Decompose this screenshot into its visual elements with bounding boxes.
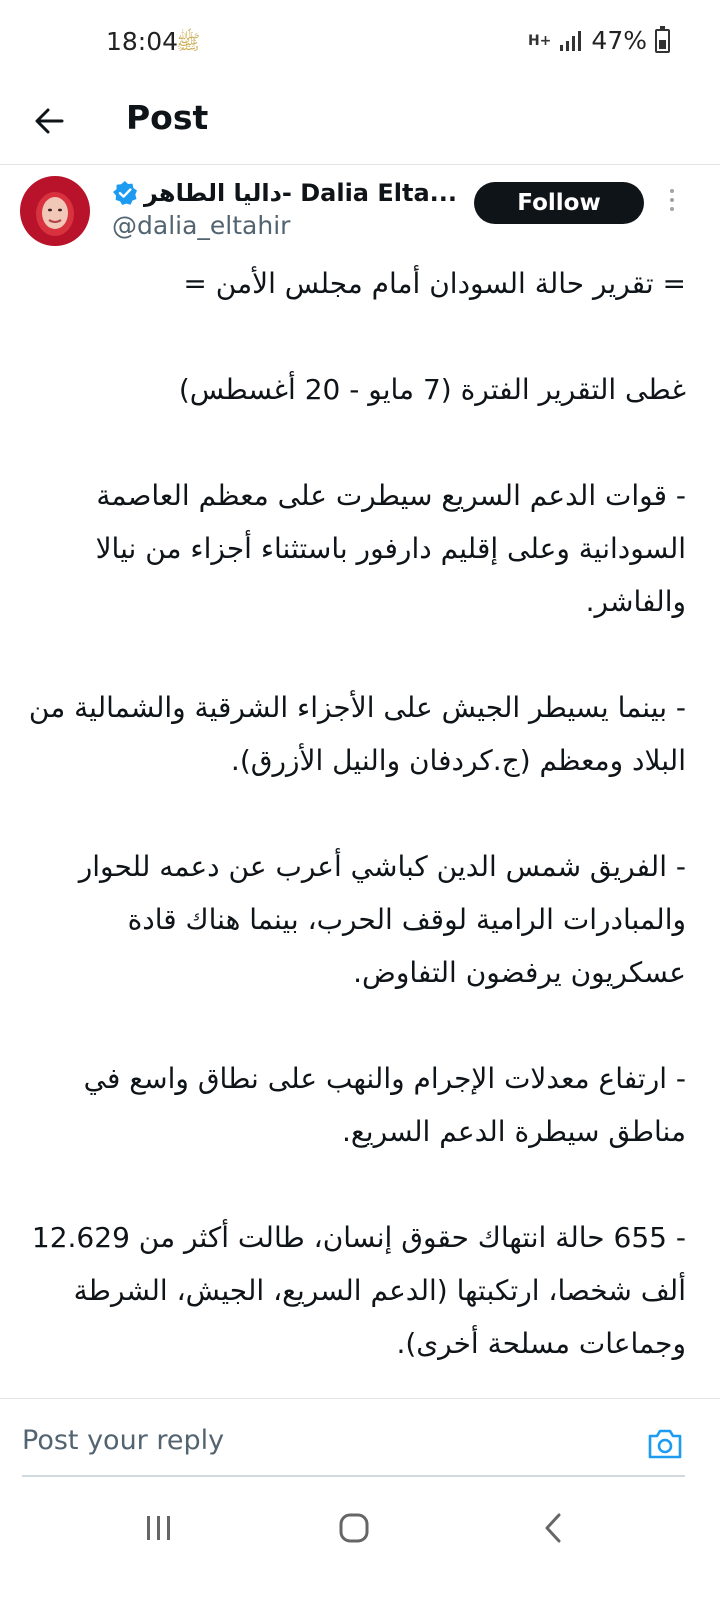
avatar[interactable] <box>20 176 90 246</box>
follow-button[interactable]: Follow <box>474 182 644 224</box>
system-nav-bar <box>0 1486 720 1600</box>
top-app-bar <box>0 88 720 165</box>
arrow-left-icon[interactable] <box>26 96 76 146</box>
post-paragraph: = تقرير حالة السودان أمام مجلس الأمن = <box>183 267 686 300</box>
more-options-icon[interactable] <box>666 189 678 219</box>
post-paragraph: غطى التقرير الفترة (7 مايو - 20 أغسطس) <box>178 373 686 406</box>
post-paragraph: - قوات الدعم السريع سيطرت على معظم العاصمة السودانية وعلى إقليم دارفور باستثناء أجزاء من نيالا والفاشر. <box>95 479 686 618</box>
home-icon[interactable] <box>338 1512 370 1544</box>
author-handle[interactable]: @dalia_eltahir <box>112 211 291 240</box>
post-paragraph: - بينما يسيطر الجيش على الأجزاء الشرقية والشمالية من البلاد ومعظم (ج.كردفان والنيل الأزرق). <box>28 691 686 777</box>
reply-input[interactable]: Post your reply <box>22 1425 225 1456</box>
back-nav-icon[interactable] <box>540 1512 566 1544</box>
post-paragraph: - 655 حالة انتهاك حقوق إنسان، طالت أكثر من 12.629 ألف شخصا، ارتكبتها (الدعم السريع، الجيش، الشرطة وجماعات مسلحة أخرى). <box>31 1221 686 1360</box>
reply-bar <box>0 1398 720 1479</box>
status-bar <box>0 0 720 88</box>
author-row <box>112 174 457 212</box>
page-title: Post <box>126 98 209 137</box>
post-text <box>24 257 686 1423</box>
reply-underline <box>22 1475 685 1477</box>
signal-icon <box>559 30 583 52</box>
recent-apps-icon[interactable] <box>144 1514 174 1542</box>
avatar-image <box>20 176 90 246</box>
post-paragraph: - الفريق شمس الدين كباشي أعرب عن دعمه للحوار والمبادرات الرامية لوقف الحرب، بينما هناك قادة عسكريون يرفضون التفاوض. <box>78 850 686 989</box>
network-type-icon: H+ <box>527 32 552 49</box>
status-time: 18:04 <box>106 27 179 56</box>
battery-percent: 47% <box>591 26 647 55</box>
verified-badge-icon <box>112 180 138 206</box>
status-icons <box>528 26 670 55</box>
battery-icon <box>655 29 670 53</box>
status-extra-glyph: ﷺ <box>176 30 201 54</box>
post-paragraph: - ارتفاع معدلات الإجرام والنهب على نطاق واسع في مناطق سيطرة الدعم السريع. <box>83 1062 686 1148</box>
author-display-name[interactable]: داليا الطاهر- Dalia Elta... <box>144 179 457 207</box>
camera-icon[interactable] <box>646 1427 684 1461</box>
